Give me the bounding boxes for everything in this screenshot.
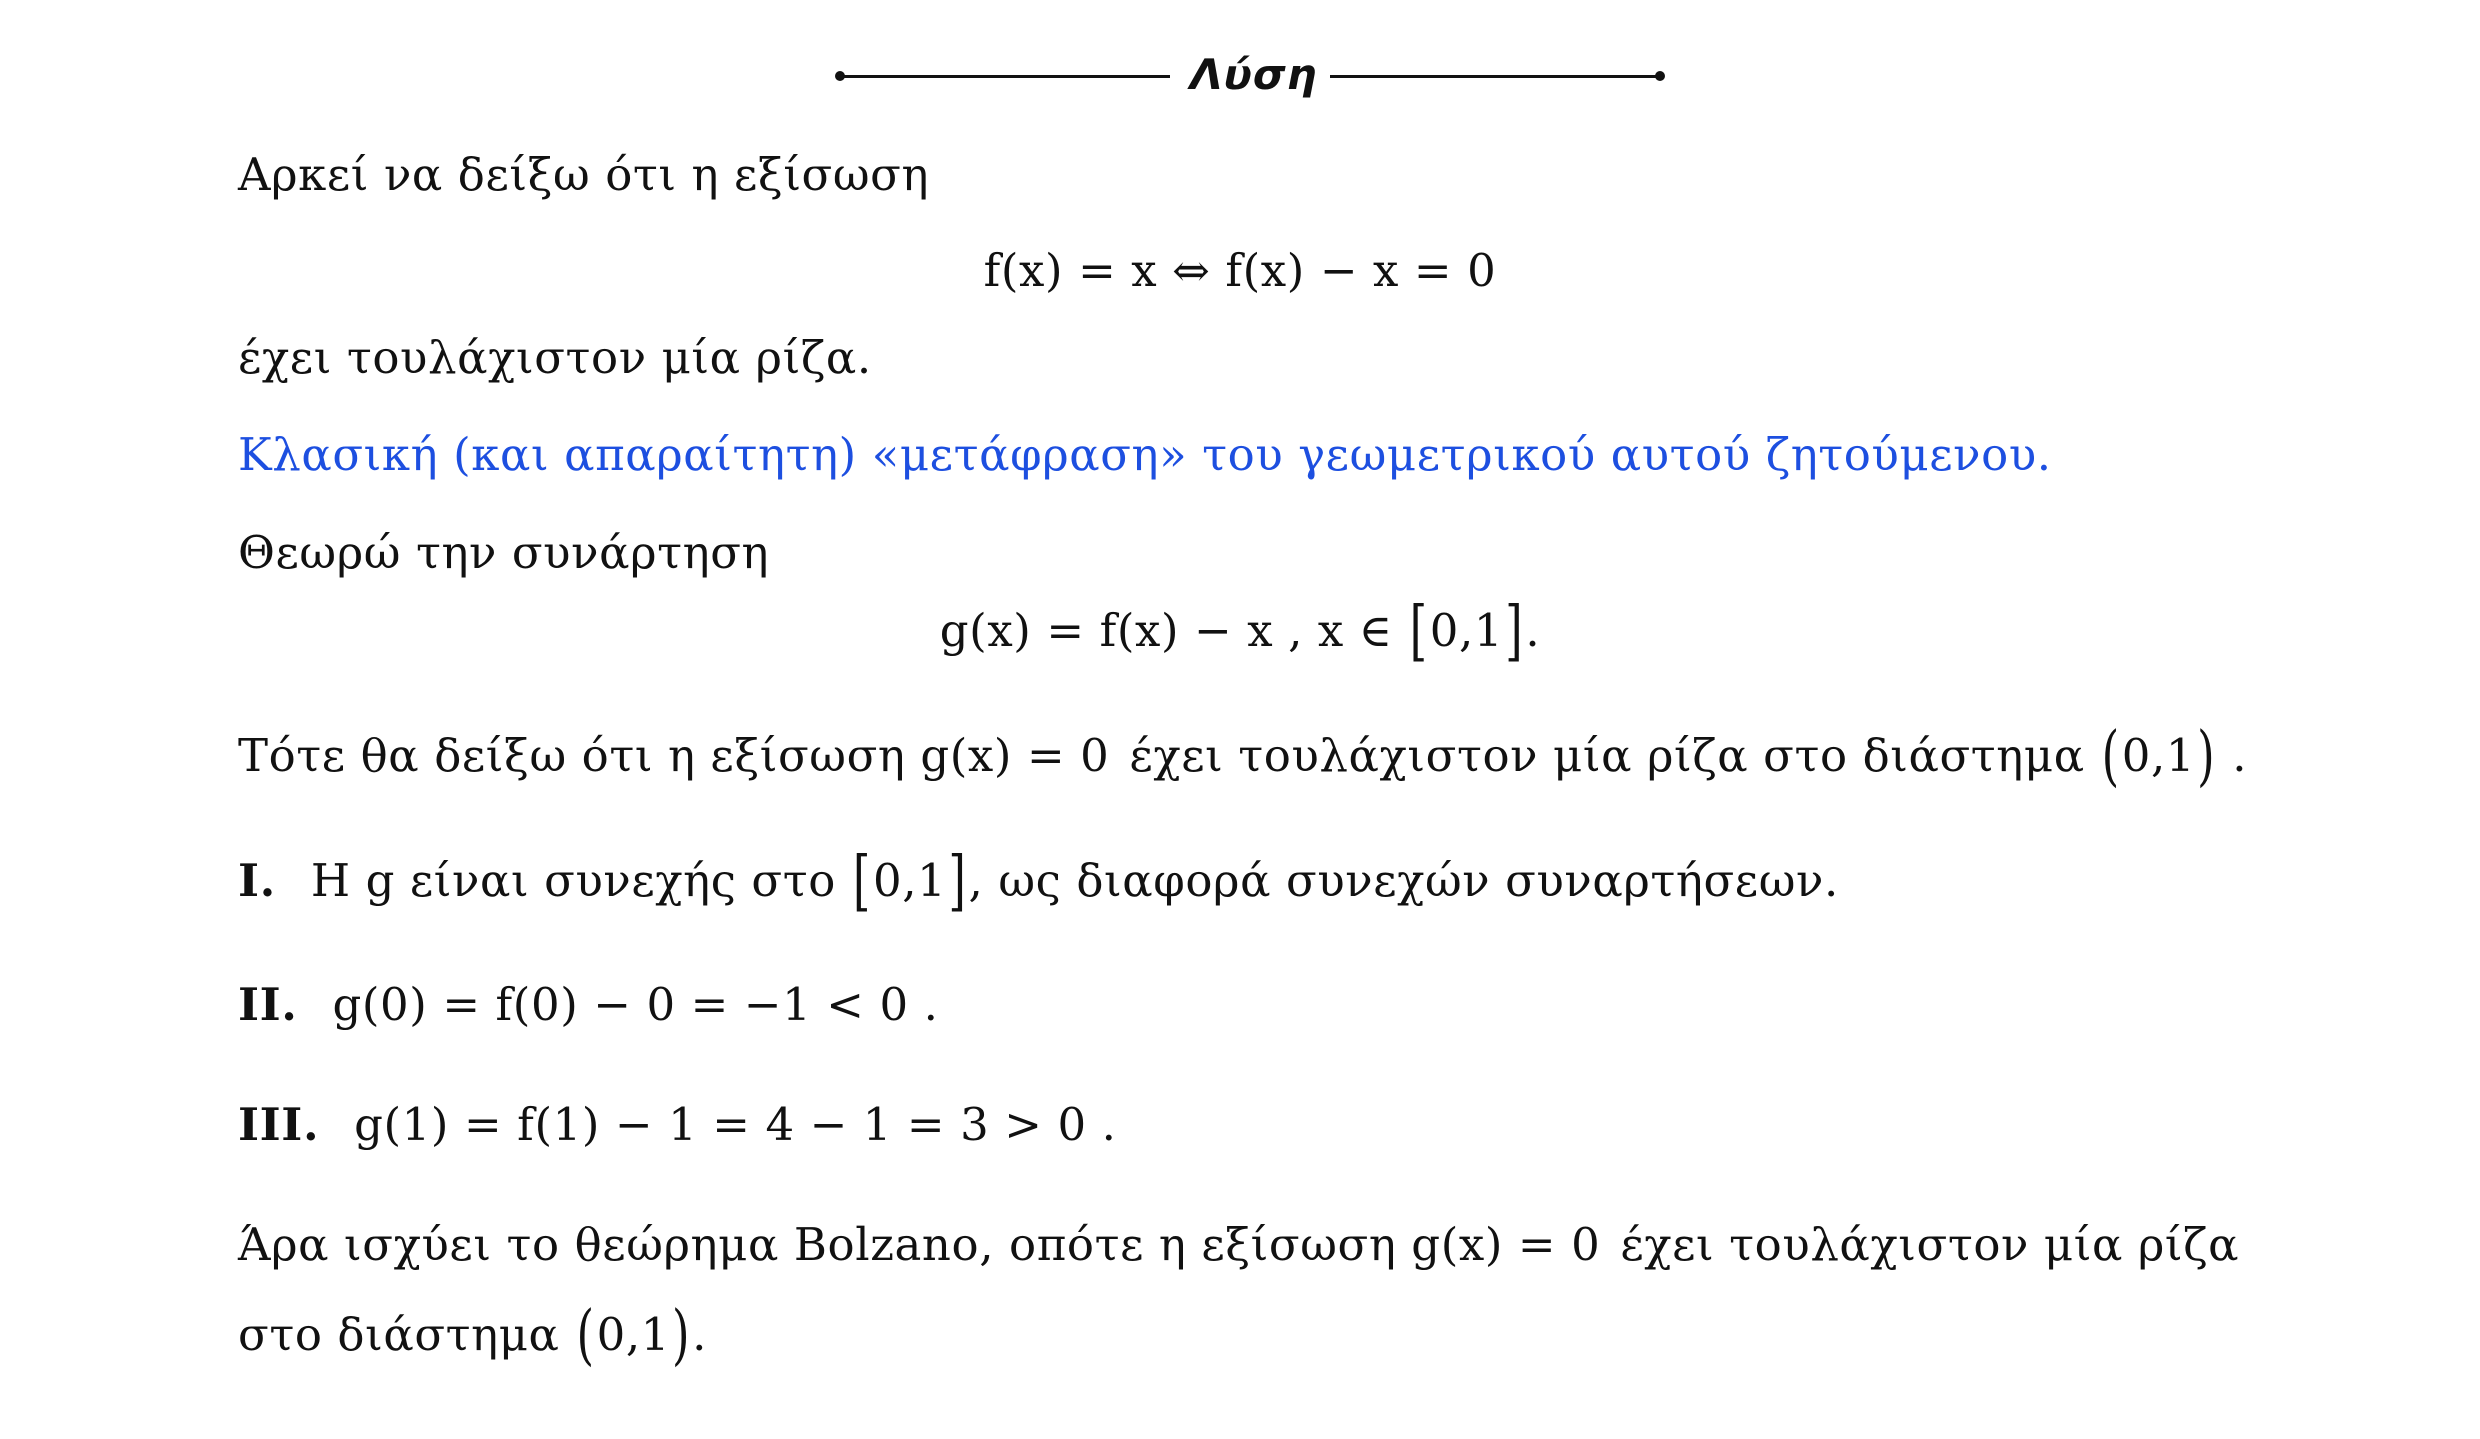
equation-1: f(x) = x ⇔ f(x) − x = 0	[983, 244, 1497, 297]
conclusion-tail: .	[692, 1308, 708, 1361]
close-paren: )	[671, 1296, 691, 1373]
closed-bracket-close: ]	[948, 842, 967, 919]
step-1-text-1: Η g είναι συνεχής στο	[310, 854, 836, 907]
intro-text: Αρκεί να δείξω ότι η εξίσωση	[238, 148, 930, 201]
step-3	[238, 1098, 1117, 1151]
rule-right-dot	[1655, 71, 1665, 81]
step-1	[238, 842, 1839, 919]
conclusion-text-2a: στο διάστημα	[238, 1308, 560, 1361]
goal-text	[238, 717, 2248, 794]
closed-bracket-open: [	[852, 842, 871, 919]
conclusion-text-1b: έχει τουλάχιστον μία ρίζα	[1620, 1218, 2240, 1271]
conclusion-interval: 0,1	[596, 1308, 670, 1361]
rule-right	[1330, 75, 1660, 78]
goal-tail: .	[2232, 729, 2248, 782]
conclusion-line-1	[238, 1218, 2240, 1271]
rule-left	[840, 75, 1170, 78]
closed-bracket-open: [	[1409, 592, 1428, 669]
equation-2-interval: 0,1	[1429, 604, 1504, 657]
goal-text-2: έχει τουλάχιστον μία ρίζα στο διάστημα	[1129, 729, 2085, 782]
step-2-label: II.	[238, 978, 298, 1031]
step-1-text-2: , ως διαφορά συνεχών συναρτήσεων.	[968, 854, 1839, 907]
open-paren: (	[2101, 717, 2120, 794]
equation-2-tail: .	[1525, 604, 1541, 657]
step-2	[238, 978, 939, 1031]
close-paren: )	[2197, 717, 2216, 794]
equation-2-lhs: g(x) = f(x) − x , x ∈	[939, 604, 1393, 657]
translation-note: Κλασική (και απαραίτητη) «μετάφραση» του γεωμετρικού αυτού ζητούμενου.	[238, 428, 2052, 481]
step-1-interval: 0,1	[872, 854, 947, 907]
conclusion-line-2	[238, 1296, 708, 1373]
step-2-text: g(0) = f(0) − 0 = −1 < 0 .	[332, 978, 939, 1031]
solution-heading	[0, 45, 2480, 105]
step-3-label: III.	[238, 1098, 320, 1151]
equation-2	[0, 592, 2480, 669]
consider-text: Θεωρώ την συνάρτηση	[238, 526, 770, 579]
step-1-label: I.	[238, 854, 276, 907]
has-root-text: έχει τουλάχιστον μία ρίζα.	[238, 331, 872, 384]
step-3-text: g(1) = f(1) − 1 = 4 − 1 = 3 > 0 .	[354, 1098, 1117, 1151]
closed-bracket-close: ]	[1505, 592, 1524, 669]
conclusion-text-1a: Άρα ισχύει το θεώρημα Bolzano, οπότε η εξίσωση g(x) = 0	[238, 1218, 1601, 1271]
open-paren: (	[576, 1296, 595, 1373]
goal-text-1: Τότε θα δείξω ότι η εξίσωση g(x) = 0	[238, 729, 1110, 782]
goal-interval: 0,1	[2121, 729, 2196, 782]
solution-title: Λύση	[1190, 50, 1318, 99]
